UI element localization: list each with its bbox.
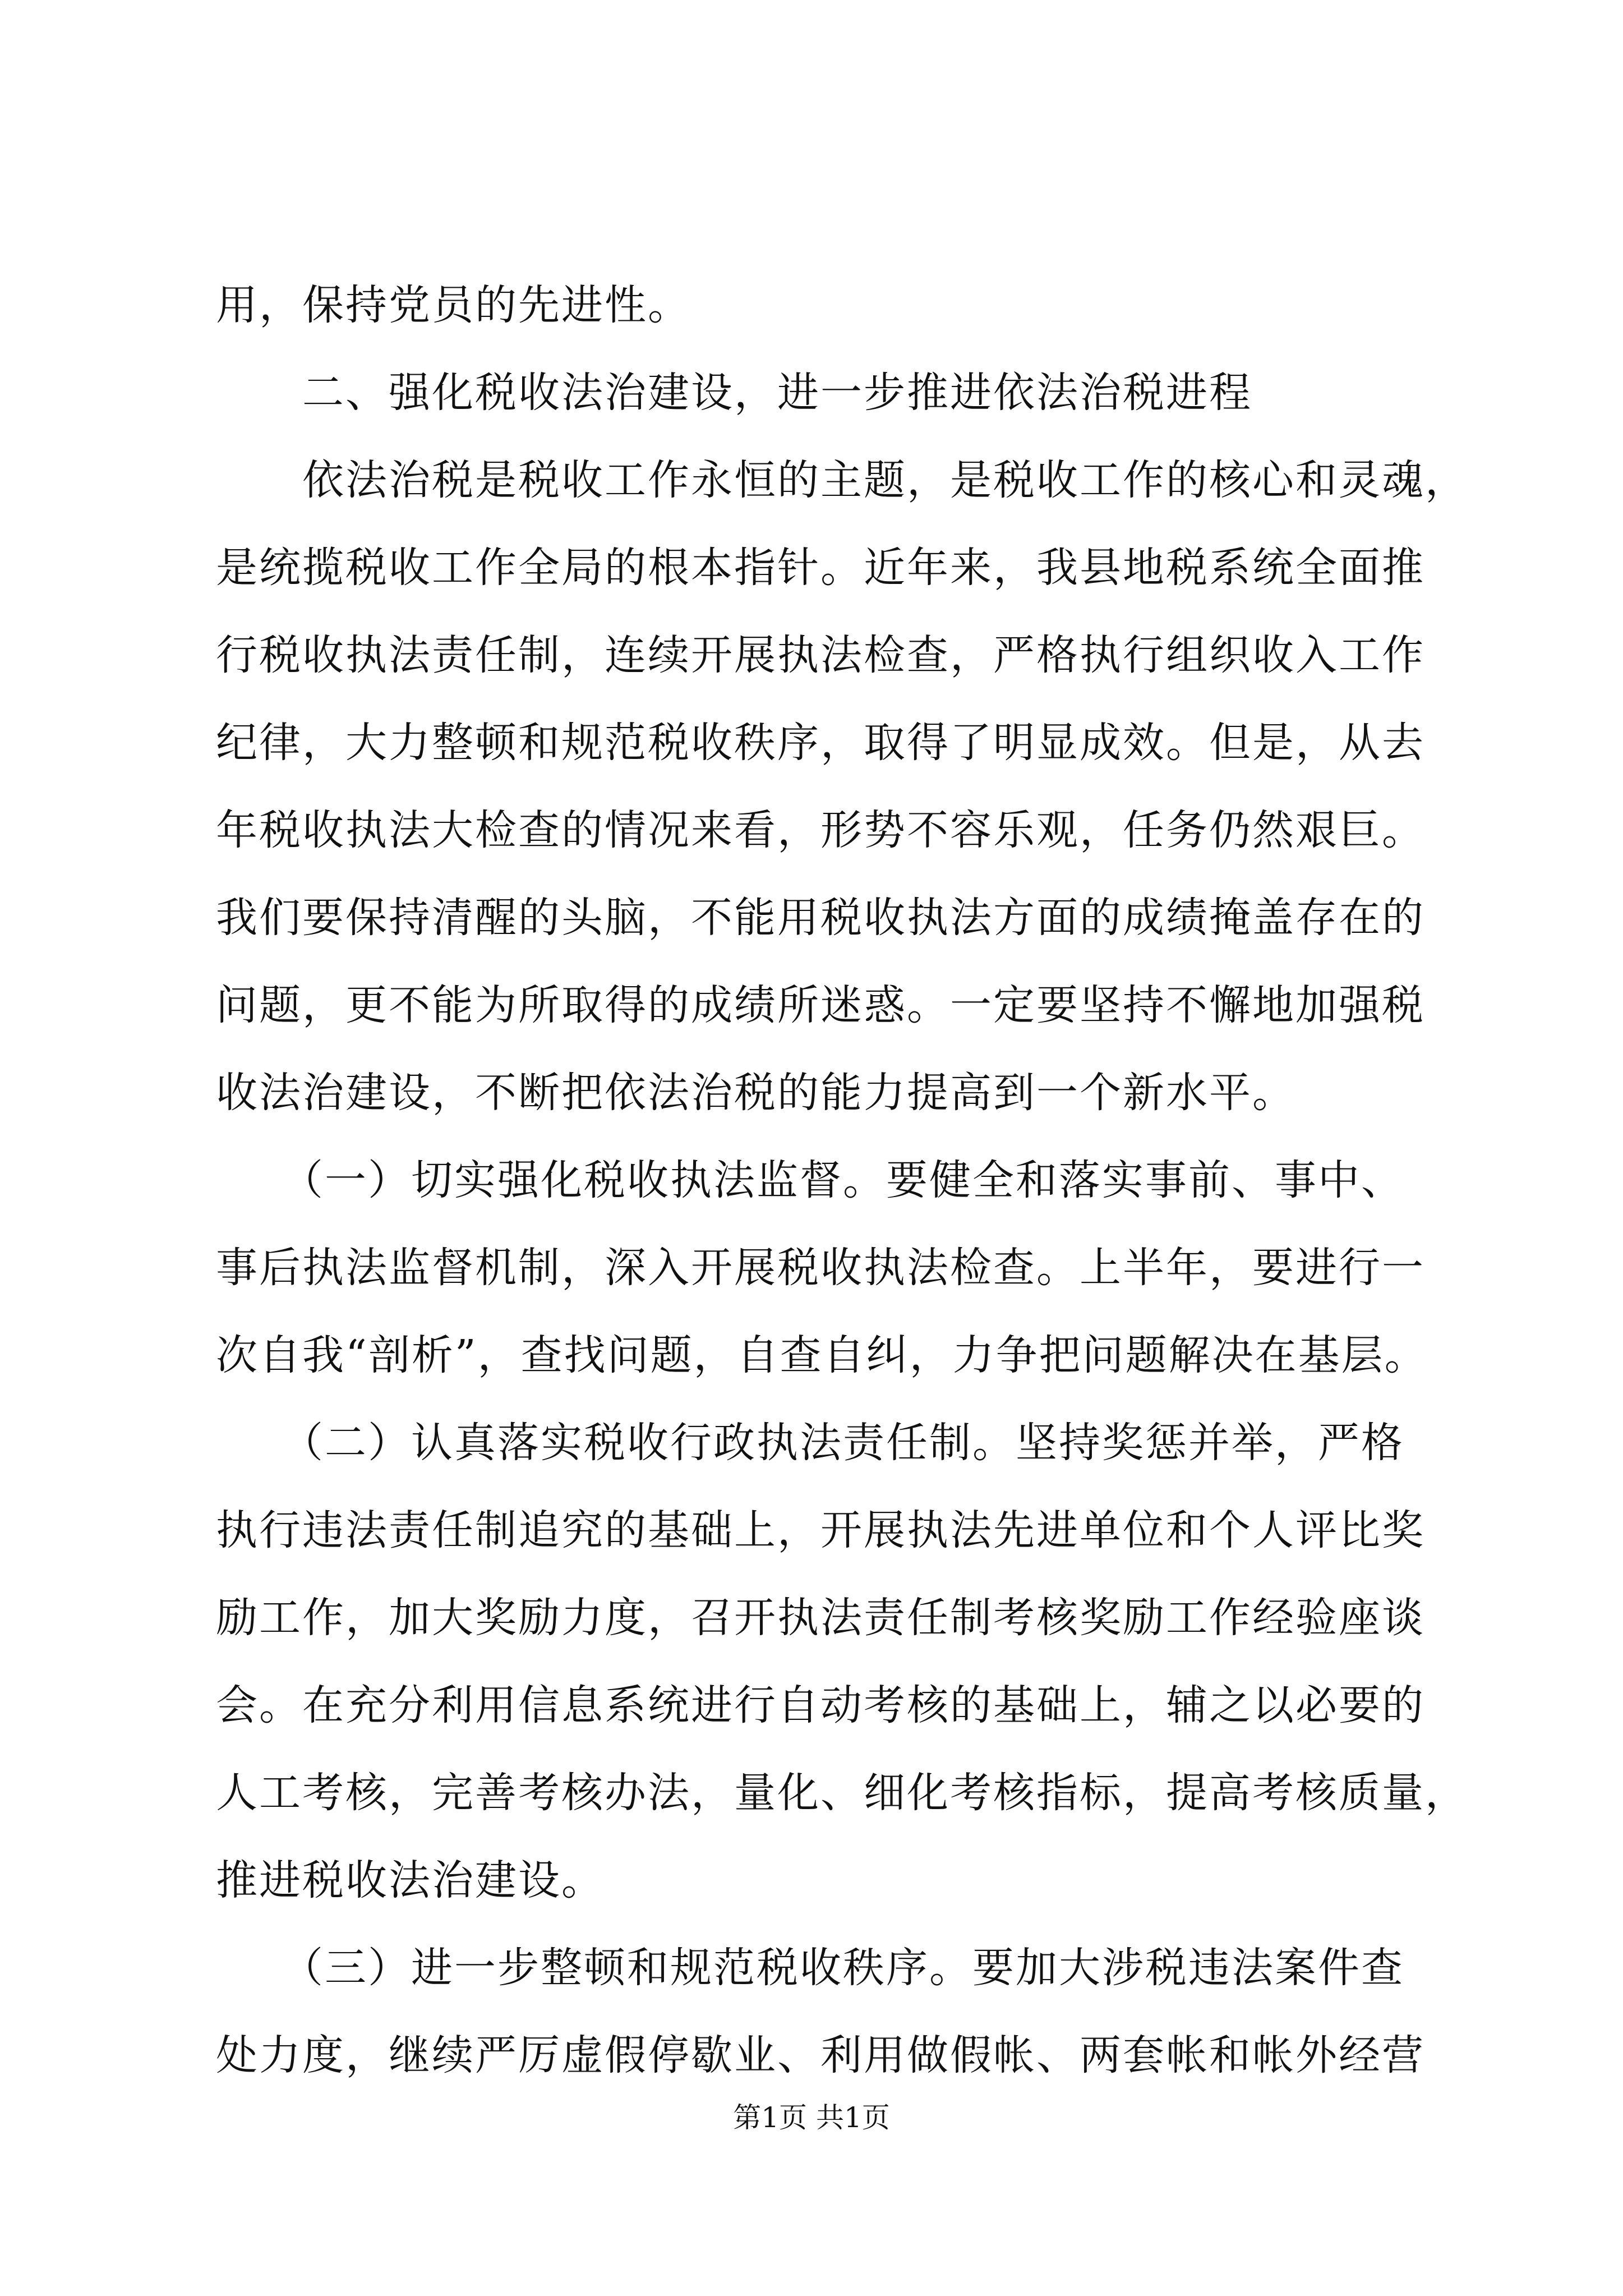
page-number: 第1页 共1页 (733, 2101, 890, 2134)
text-line: 收法治建设，不断把依法治税的能力提高到一个新水平。 (216, 1069, 1295, 1117)
text-line: 我们要保持清醒的头脑，不能用税收执法方面的成绩掩盖存在的 (216, 894, 1425, 942)
text-line: 推进税收法治建设。 (216, 1856, 605, 1904)
text-line: 年税收执法大检查的情况来看，形势不容乐观，任务仍然艰巨。 (216, 806, 1425, 854)
text-line: 是统揽税收工作全局的根本指针。近年来，我县地税系统全面推 (216, 544, 1425, 592)
text-line: 问题，更不能为所取得的成绩所迷惑。一定要坚持不懈地加强税 (216, 981, 1425, 1029)
text-line: 次自我“剖析”，查找问题，自查自纠，力争把问题解决在基层。 (216, 1331, 1428, 1379)
text-line: （三）进一步整顿和规范税收秩序。要加大涉税违法案件查 (216, 1944, 1404, 1992)
text-line: 人工考核，完善考核办法，量化、细化考核指标，提高考核质量， (216, 1769, 1468, 1817)
text-line: （二）认真落实税收行政执法责任制。坚持奖惩并举，严格 (216, 1419, 1404, 1467)
section-heading: 二、强化税收法治建设，进一步推进依法治税进程 (216, 369, 1252, 417)
text-line: 事后执法监督机制，深入开展税收执法检查。上半年，要进行一 (216, 1244, 1425, 1292)
text-line: （一）切实强化税收执法监督。要健全和落实事前、事中、 (216, 1156, 1404, 1204)
text-line: 处力度，继续严厉虚假停歇业、利用做假帐、两套帐和帐外经营 (216, 2031, 1425, 2079)
document-body (216, 261, 1468, 2099)
text-line: 纪律，大力整顿和规范税收秩序，取得了明显成效。但是，从去 (216, 719, 1425, 767)
text-line: 行税收执法责任制，连续开展执法检查，严格执行组织收入工作 (216, 631, 1425, 679)
text-line: 励工作，加大奖励力度，召开执法责任制考核奖励工作经验座谈 (216, 1594, 1425, 1642)
text-line: 依法治税是税收工作永恒的主题，是税收工作的核心和灵魂， (216, 456, 1468, 504)
page-footer (0, 2098, 1623, 2137)
text-line: 执行违法责任制追究的基础上，开展执法先进单位和个人评比奖 (216, 1506, 1425, 1554)
text-line: 用，保持党员的先进性。 (216, 281, 691, 329)
text-line: 会。在充分利用信息系统进行自动考核的基础上，辅之以必要的 (216, 1681, 1425, 1729)
